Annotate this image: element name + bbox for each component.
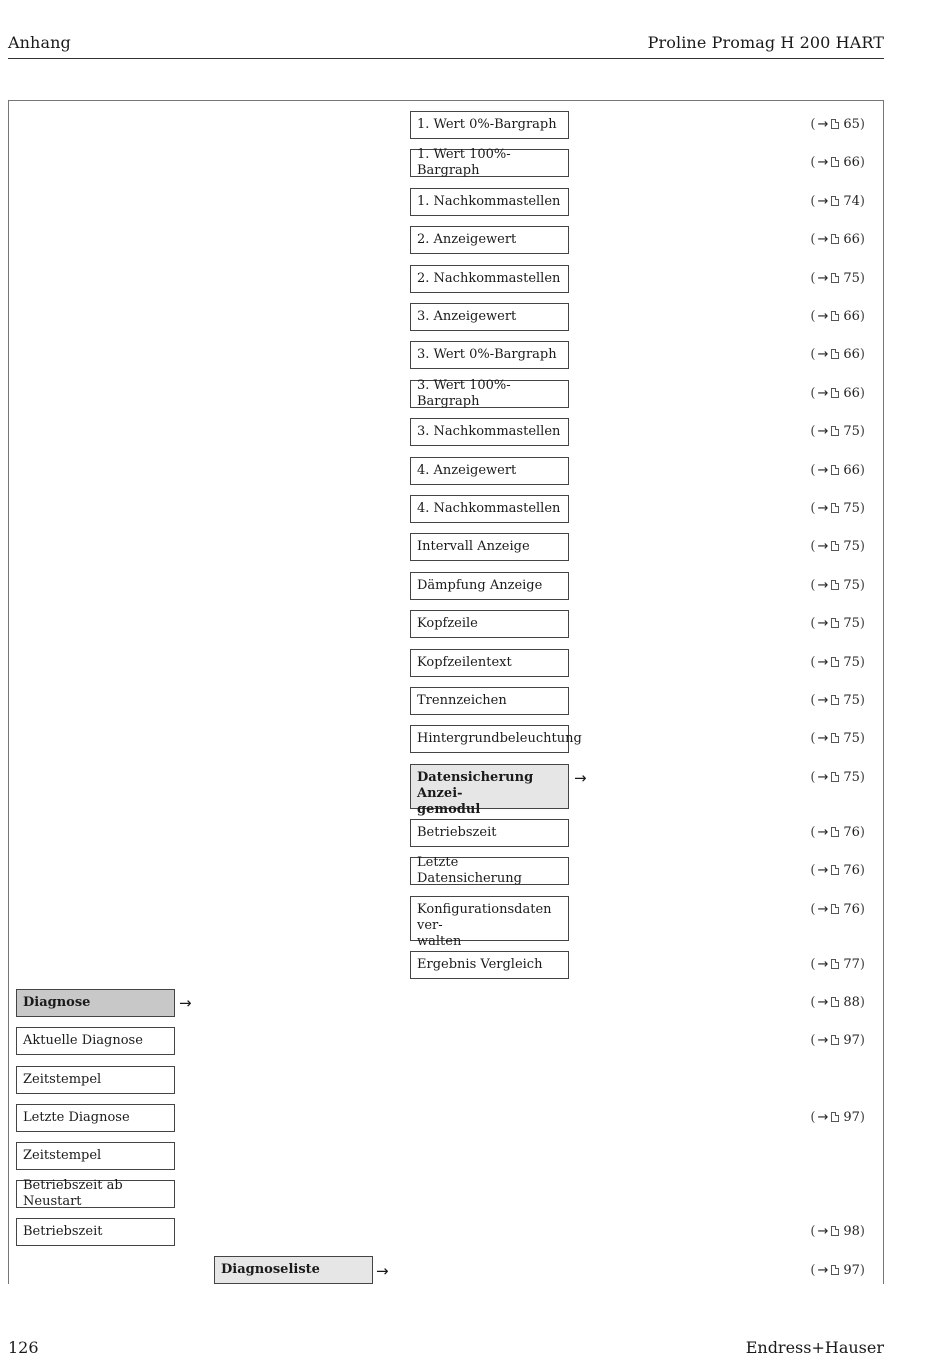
menu-item-label: 2. Nachkommastellen xyxy=(417,270,561,286)
menu-item-label: Ergebnis Vergleich xyxy=(417,957,543,972)
ref-open-paren: ( xyxy=(810,1263,816,1278)
menu-item-label: 3. Wert 100%-Bargraph xyxy=(417,377,511,409)
submenu-arrow-icon: → xyxy=(376,1262,389,1280)
ref-close-paren: ) xyxy=(859,232,865,248)
display-param-box xyxy=(410,533,569,561)
ref-arrow-icon: → xyxy=(817,117,829,132)
page-reference-icon xyxy=(831,503,839,513)
page-reference[interactable] xyxy=(810,309,865,325)
ref-page-number: 77 xyxy=(843,957,860,972)
ref-page-number: 75 xyxy=(843,770,860,785)
ref-arrow-icon: → xyxy=(817,539,829,555)
page-reference-icon xyxy=(831,618,839,628)
page-reference-icon xyxy=(831,657,839,667)
backup-param-box xyxy=(410,951,569,979)
page-reference-icon xyxy=(831,196,839,206)
ref-page-number: 75 xyxy=(843,654,860,670)
ref-arrow-icon: → xyxy=(817,424,829,440)
menu-item-label: Kopfzeile xyxy=(417,616,478,632)
display-param-box xyxy=(410,265,569,293)
ref-page-number: 75 xyxy=(843,501,860,516)
ref-page-number: 66 xyxy=(843,347,860,363)
menu-item-label: Hintergrundbeleuchtung xyxy=(417,731,582,747)
ref-arrow-icon: → xyxy=(817,232,829,248)
page-reference[interactable] xyxy=(810,232,865,248)
backup-param-box xyxy=(410,857,569,885)
ref-arrow-icon: → xyxy=(817,1033,829,1048)
page-reference[interactable] xyxy=(810,271,865,287)
page-reference[interactable] xyxy=(810,463,865,479)
page-reference[interactable] xyxy=(810,902,865,918)
ref-arrow-icon: → xyxy=(817,385,829,401)
menu-item-label: Betriebszeit ab Neustart xyxy=(23,1178,123,1209)
menu-item-label: 3. Anzeigewert xyxy=(417,309,517,324)
ref-arrow-icon: → xyxy=(817,693,829,708)
backup-param-box xyxy=(410,819,569,847)
ref-open-paren: ( xyxy=(810,309,816,324)
ref-open-paren: ( xyxy=(810,155,816,171)
diagnose-param-box xyxy=(16,1180,175,1208)
ref-arrow-icon: → xyxy=(817,1263,829,1278)
page-reference-icon xyxy=(831,426,839,436)
ref-open-paren: ( xyxy=(810,347,816,363)
ref-close-paren: ) xyxy=(859,825,865,840)
display-param-box xyxy=(410,495,569,523)
ref-close-paren: ) xyxy=(859,863,865,878)
ref-close-paren: ) xyxy=(859,1263,865,1278)
page-reference[interactable] xyxy=(810,539,865,555)
ref-page-number: 75 xyxy=(843,731,860,747)
ref-page-number: 98 xyxy=(843,1224,860,1239)
ref-open-paren: ( xyxy=(810,193,816,209)
backup-param-box xyxy=(410,896,569,949)
ref-open-paren: ( xyxy=(810,501,816,516)
menu-item-label: 2. Anzeigewert xyxy=(417,232,517,248)
diagnose-param-box xyxy=(16,1218,175,1246)
ref-page-number: 75 xyxy=(843,693,860,708)
ref-open-paren: ( xyxy=(810,539,816,555)
footer-brand: Endress+Hauser xyxy=(745,1338,884,1357)
page-number: 126 xyxy=(8,1338,39,1357)
ref-close-paren: ) xyxy=(859,1110,865,1125)
backup-group-box xyxy=(410,764,569,817)
page-reference[interactable] xyxy=(810,501,865,517)
ref-arrow-icon: → xyxy=(817,731,829,747)
ref-open-paren: ( xyxy=(810,902,816,917)
ref-open-paren: ( xyxy=(810,117,816,132)
ref-close-paren: ) xyxy=(859,957,865,972)
page-reference-icon xyxy=(831,1226,839,1236)
ref-page-number: 66 xyxy=(843,155,860,171)
page-reference-icon xyxy=(831,695,839,705)
ref-open-paren: ( xyxy=(810,424,816,440)
menu-item-label: Zeitstempel xyxy=(23,1072,102,1087)
display-param-box xyxy=(410,457,569,485)
page-reference-icon xyxy=(831,959,839,969)
ref-open-paren: ( xyxy=(810,731,816,747)
display-param-box xyxy=(410,725,582,753)
page-reference[interactable] xyxy=(810,770,865,786)
menu-item-label: Zeitstempel xyxy=(23,1148,102,1163)
ref-arrow-icon: → xyxy=(817,616,829,632)
ref-close-paren: ) xyxy=(859,155,865,171)
ref-open-paren: ( xyxy=(810,995,816,1010)
page-reference-icon xyxy=(831,1112,839,1122)
ref-close-paren: ) xyxy=(859,309,865,324)
diagnose-param-box xyxy=(16,1142,175,1170)
page-reference-icon xyxy=(831,865,839,875)
menu-item-label: Diagnoseliste xyxy=(221,1262,320,1277)
ref-open-paren: ( xyxy=(810,957,816,972)
ref-arrow-icon: → xyxy=(817,1224,829,1239)
page-reference[interactable] xyxy=(810,578,865,594)
display-param-box xyxy=(410,418,569,446)
ref-arrow-icon: → xyxy=(817,902,829,917)
page-reference-icon xyxy=(831,157,839,167)
page-reference[interactable] xyxy=(810,995,865,1011)
ref-page-number: 66 xyxy=(843,232,860,248)
page-reference-icon xyxy=(831,1265,839,1275)
ref-close-paren: ) xyxy=(859,770,865,785)
ref-page-number: 75 xyxy=(843,577,860,593)
ref-arrow-icon: → xyxy=(817,825,829,840)
page-reference[interactable] xyxy=(810,1033,865,1049)
ref-close-paren: ) xyxy=(859,577,865,593)
page-reference-icon xyxy=(831,1035,839,1045)
page-reference[interactable] xyxy=(810,1263,865,1279)
page-reference[interactable] xyxy=(810,386,865,402)
page-reference[interactable] xyxy=(810,957,865,973)
ref-open-paren: ( xyxy=(810,770,816,785)
page-reference[interactable] xyxy=(810,1110,865,1126)
page-reference-icon xyxy=(831,580,839,590)
ref-page-number: 66 xyxy=(843,462,860,478)
diagnose-param-box xyxy=(16,1066,175,1094)
ref-page-number: 66 xyxy=(843,309,860,324)
page-reference[interactable] xyxy=(810,863,865,879)
ref-arrow-icon: → xyxy=(817,995,829,1010)
ref-arrow-icon: → xyxy=(817,462,829,478)
ref-page-number: 97 xyxy=(843,1033,860,1048)
diagnose-param-box xyxy=(16,1104,175,1132)
header-section-title: Anhang xyxy=(8,33,71,52)
submenu-arrow-icon: → xyxy=(179,994,192,1012)
ref-page-number: 76 xyxy=(843,902,860,917)
ref-page-number: 88 xyxy=(843,995,860,1010)
ref-close-paren: ) xyxy=(859,616,865,632)
page-reference-icon xyxy=(831,234,839,244)
page-reference-icon xyxy=(831,772,839,782)
diagnoseliste-box xyxy=(214,1256,373,1284)
ref-open-paren: ( xyxy=(810,577,816,593)
page-reference-icon xyxy=(831,733,839,743)
page-reference-icon xyxy=(831,827,839,837)
menu-item-label: 4. Nachkommastellen xyxy=(417,501,561,516)
ref-close-paren: ) xyxy=(859,654,865,670)
menu-item-label: Datensicherung Anzei- gemodul xyxy=(417,770,534,817)
ref-arrow-icon: → xyxy=(817,155,829,171)
diagnose-param-box xyxy=(16,1027,175,1055)
ref-close-paren: ) xyxy=(859,270,865,286)
page-reference[interactable] xyxy=(810,731,865,747)
ref-close-paren: ) xyxy=(859,731,865,747)
menu-item-label: 1. Nachkommastellen xyxy=(417,193,561,209)
page-reference-icon xyxy=(831,997,839,1007)
ref-open-paren: ( xyxy=(810,616,816,632)
page-reference-icon xyxy=(831,904,839,914)
ref-open-paren: ( xyxy=(810,1224,816,1239)
page-reference[interactable] xyxy=(810,117,865,133)
menu-item-label: Betriebszeit xyxy=(23,1224,103,1239)
ref-open-paren: ( xyxy=(810,1033,816,1048)
menu-item-label: Dämpfung Anzeige xyxy=(417,577,543,593)
ref-close-paren: ) xyxy=(859,193,865,209)
menu-item-label: Aktuelle Diagnose xyxy=(23,1033,143,1048)
ref-arrow-icon: → xyxy=(817,957,829,972)
page-reference[interactable] xyxy=(810,825,865,841)
ref-arrow-icon: → xyxy=(817,577,829,593)
ref-open-paren: ( xyxy=(810,693,816,708)
ref-arrow-icon: → xyxy=(817,347,829,363)
ref-close-paren: ) xyxy=(859,539,865,555)
menu-item-label: 3. Wert 0%-Bargraph xyxy=(417,347,557,363)
ref-open-paren: ( xyxy=(810,654,816,670)
ref-close-paren: ) xyxy=(859,117,865,132)
ref-open-paren: ( xyxy=(810,1110,816,1125)
page-reference[interactable] xyxy=(810,655,865,671)
page-reference[interactable] xyxy=(810,155,865,171)
display-param-box xyxy=(410,149,569,177)
ref-arrow-icon: → xyxy=(817,193,829,209)
ref-open-paren: ( xyxy=(810,385,816,401)
ref-page-number: 97 xyxy=(843,1110,860,1125)
ref-page-number: 75 xyxy=(843,616,860,632)
page-reference[interactable] xyxy=(810,616,865,632)
menu-item-label: 4. Anzeigewert xyxy=(417,462,517,478)
page-reference[interactable] xyxy=(810,693,865,709)
display-param-box xyxy=(410,341,569,369)
page-reference-icon xyxy=(831,119,839,129)
display-param-box xyxy=(410,188,569,216)
page-reference[interactable] xyxy=(810,347,865,363)
ref-open-paren: ( xyxy=(810,232,816,248)
ref-page-number: 75 xyxy=(843,424,860,440)
ref-arrow-icon: → xyxy=(817,654,829,670)
ref-arrow-icon: → xyxy=(817,309,829,324)
ref-page-number: 75 xyxy=(843,539,860,555)
display-param-box xyxy=(410,687,569,715)
display-param-box xyxy=(410,111,569,139)
display-param-box xyxy=(410,377,569,409)
page-reference[interactable] xyxy=(810,424,865,440)
display-param-box xyxy=(410,303,569,331)
header-divider xyxy=(8,58,884,59)
ref-close-paren: ) xyxy=(859,424,865,440)
ref-page-number: 76 xyxy=(843,825,860,840)
page-reference[interactable] xyxy=(810,194,865,210)
page-reference-icon xyxy=(831,541,839,551)
ref-close-paren: ) xyxy=(859,1033,865,1048)
menu-item-label: 1. Wert 100%-Bargraph xyxy=(417,147,511,179)
menu-item-label: 3. Nachkommastellen xyxy=(417,424,561,440)
ref-close-paren: ) xyxy=(859,902,865,917)
ref-open-paren: ( xyxy=(810,825,816,840)
display-param-box xyxy=(410,649,569,677)
header-product-name: Proline Promag H 200 HART xyxy=(647,33,884,52)
ref-open-paren: ( xyxy=(810,863,816,878)
ref-close-paren: ) xyxy=(859,1224,865,1239)
submenu-arrow-icon: → xyxy=(574,769,587,787)
menu-item-label: 1. Wert 0%-Bargraph xyxy=(417,117,557,132)
menu-item-label: Letzte Diagnose xyxy=(23,1110,130,1125)
ref-open-paren: ( xyxy=(810,270,816,286)
ref-open-paren: ( xyxy=(810,462,816,478)
ref-close-paren: ) xyxy=(859,501,865,516)
menu-item-label: Betriebszeit xyxy=(417,825,497,840)
ref-page-number: 97 xyxy=(843,1263,860,1278)
ref-page-number: 76 xyxy=(843,863,860,878)
ref-page-number: 74 xyxy=(843,193,860,209)
ref-page-number: 75 xyxy=(843,270,860,286)
ref-arrow-icon: → xyxy=(817,501,829,516)
page-reference-icon xyxy=(831,465,839,475)
ref-close-paren: ) xyxy=(859,385,865,401)
display-param-box xyxy=(410,610,569,638)
ref-page-number: 66 xyxy=(843,385,860,401)
page-reference[interactable] xyxy=(810,1224,865,1240)
display-param-box xyxy=(410,226,569,254)
page-reference-icon xyxy=(831,388,839,398)
ref-close-paren: ) xyxy=(859,995,865,1010)
menu-item-label: Konfigurationsdaten ver- walten xyxy=(417,902,552,949)
page-reference-icon xyxy=(831,311,839,321)
menu-item-label: Trennzeichen xyxy=(417,693,507,708)
ref-arrow-icon: → xyxy=(817,863,829,878)
ref-arrow-icon: → xyxy=(817,770,829,785)
menu-item-label: Intervall Anzeige xyxy=(417,539,530,555)
display-param-box xyxy=(410,572,569,600)
ref-close-paren: ) xyxy=(859,347,865,363)
diagnose-menu-box xyxy=(16,989,175,1017)
menu-item-label: Kopfzeilentext xyxy=(417,654,512,670)
ref-close-paren: ) xyxy=(859,693,865,708)
ref-arrow-icon: → xyxy=(817,1110,829,1125)
menu-item-label: Diagnose xyxy=(23,995,91,1010)
ref-arrow-icon: → xyxy=(817,270,829,286)
ref-close-paren: ) xyxy=(859,462,865,478)
ref-page-number: 65 xyxy=(843,117,860,132)
page-reference-icon xyxy=(831,273,839,283)
page-reference-icon xyxy=(831,349,839,359)
menu-item-label: Letzte Datensicherung xyxy=(417,855,522,886)
